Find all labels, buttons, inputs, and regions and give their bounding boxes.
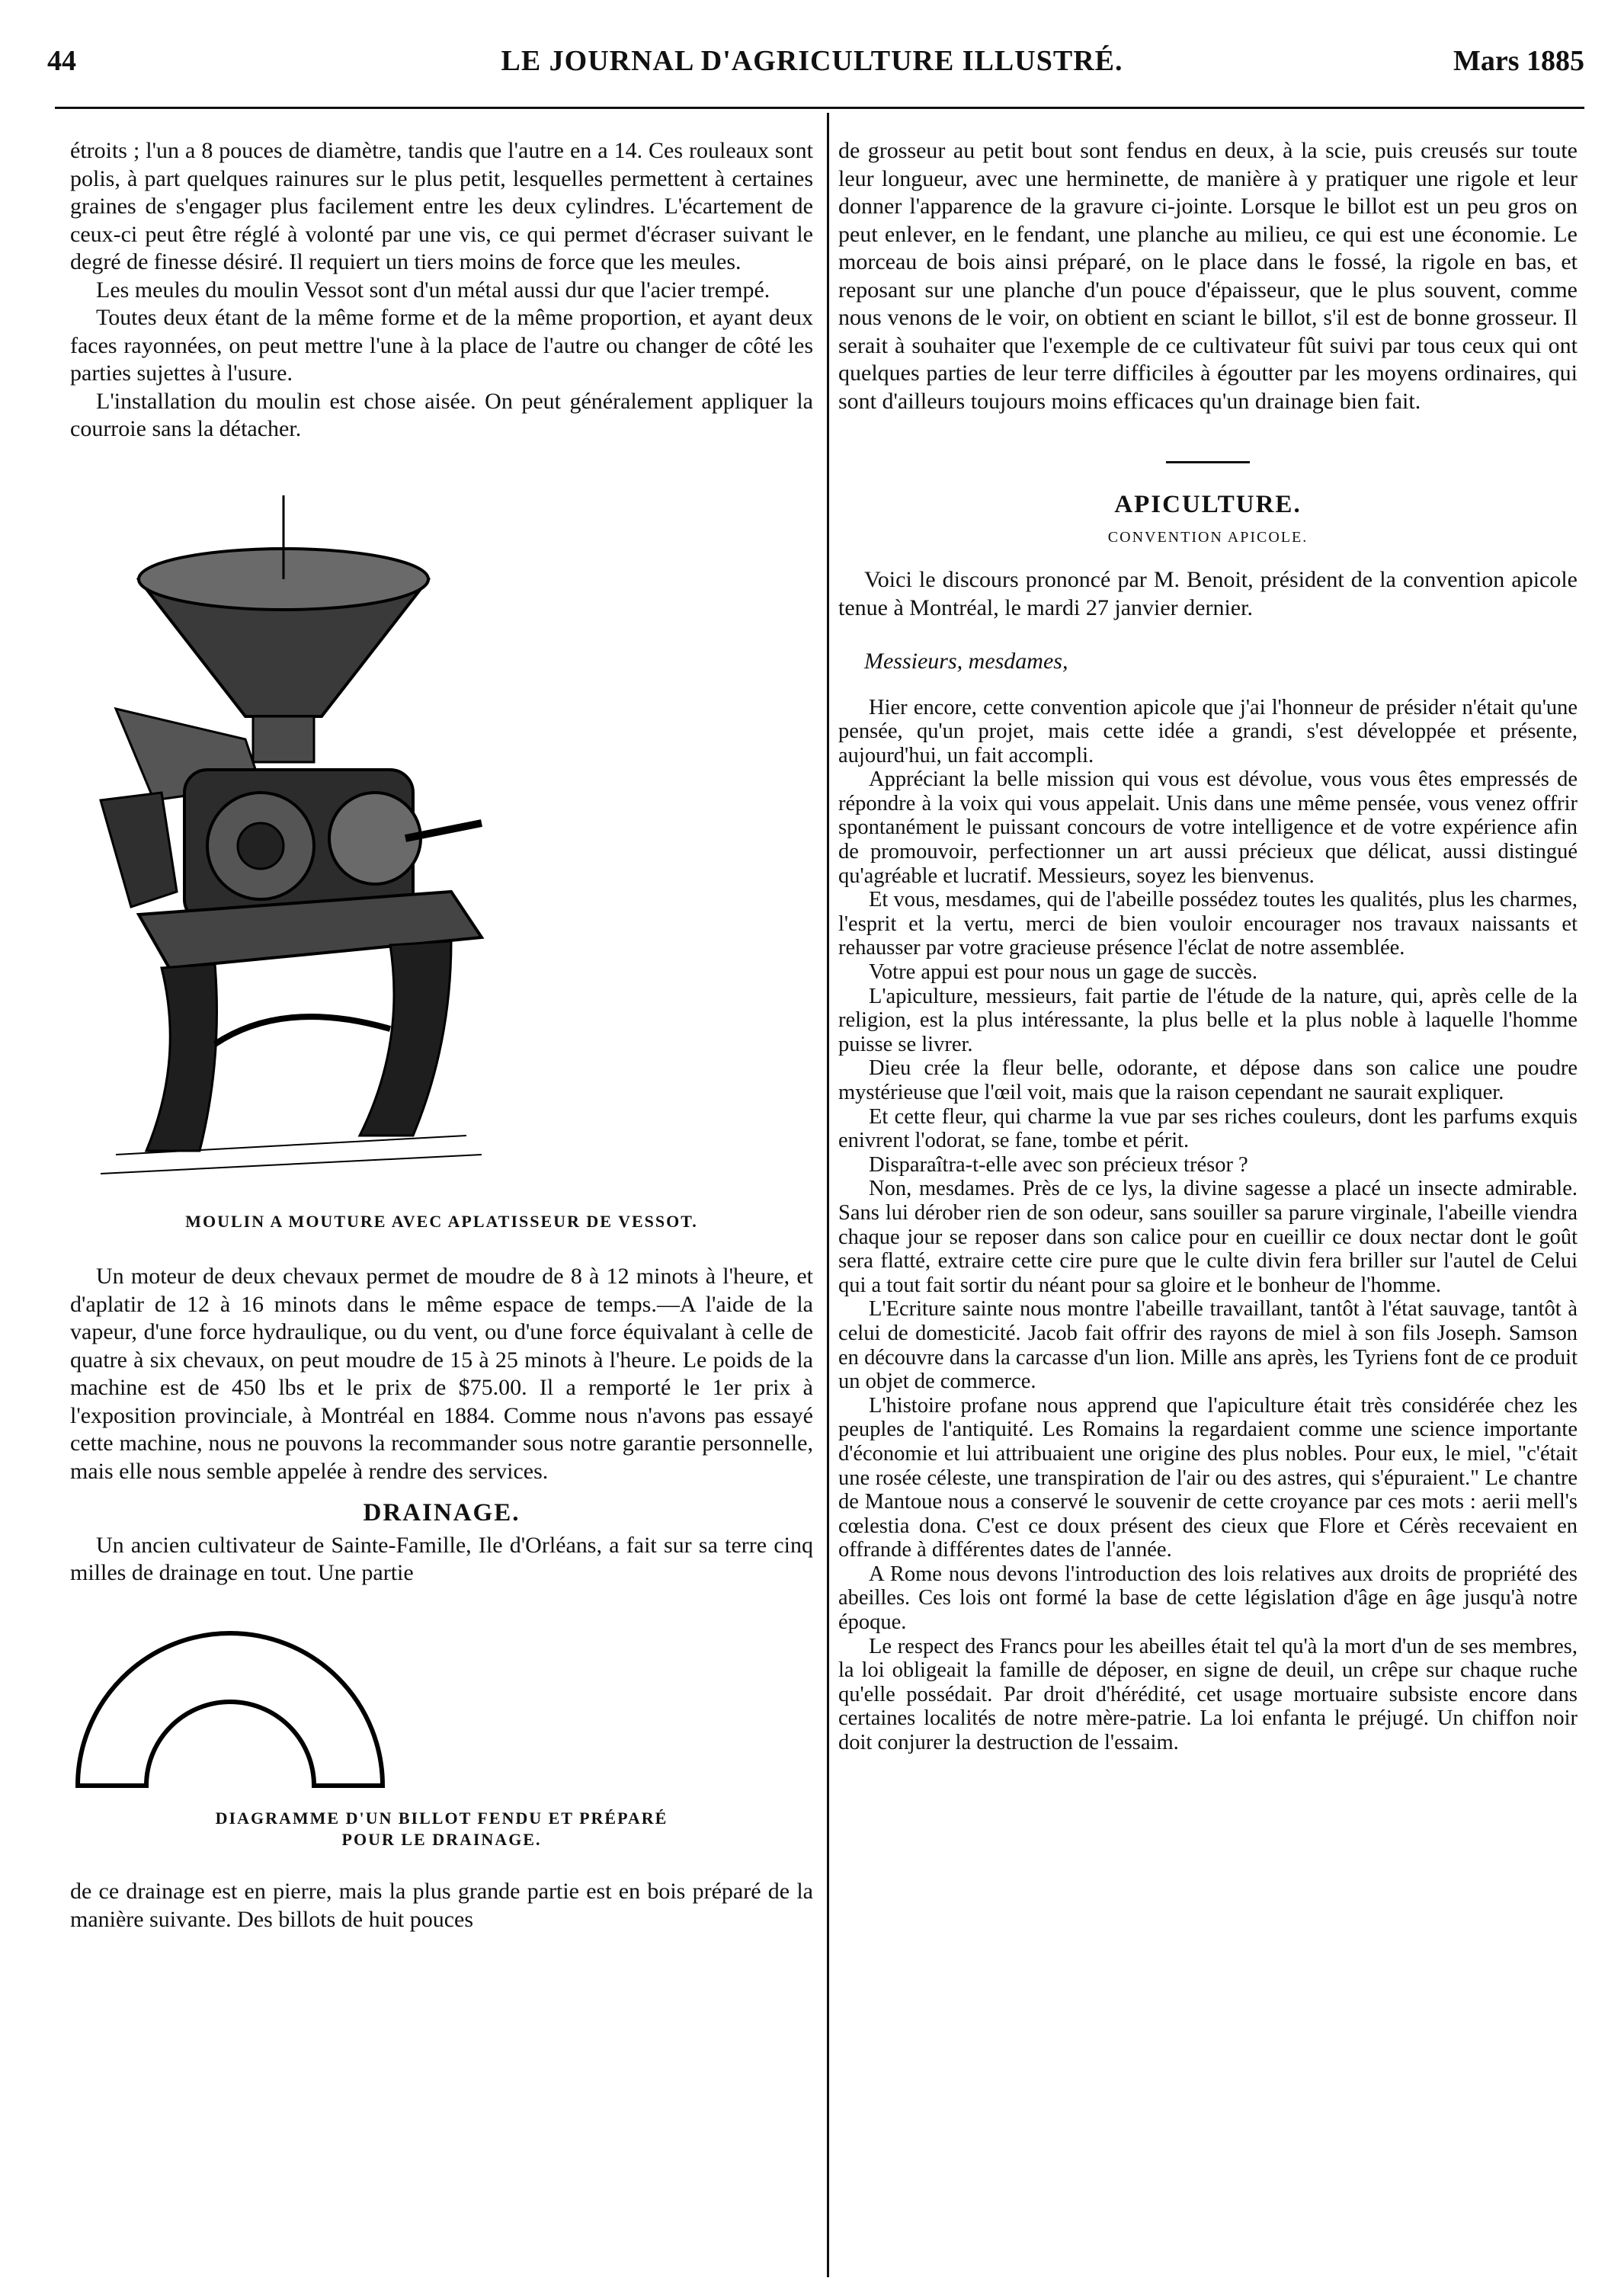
paragraph: Et cette fleur, qui charme la vue par ses riches couleurs, dont les parfums exquis enivrent l'odorat, se fane, tombe et périt.	[838, 1104, 1578, 1153]
paragraph: Appréciant la belle mission qui vous est dévolue, vous vous êtes empressés de répondre à la voix qui vous appelait. Unis dans une même pensée, vous venez offrir spontanément le puissant concours de votre intelligence et de votre expérience afin de promouvoir, perfectionner un art aussi précieux que délicat, aussi distingué qu'agréable et lucratif. Messieurs, soyez les bienvenus.	[838, 767, 1578, 888]
journal-title: LE JOURNAL D'AGRICULTURE ILLUSTRÉ.	[501, 45, 1123, 77]
paragraph: étroits ; l'un a 8 pouces de diamètre, tandis que l'autre en a 14. Ces rouleaux sont polis, à part quelques rainures sur le plus petit, lesquelles permettent à certaines graines de s'engager plus facilement entre les deux cylindres. L'écartement de ceux-ci peut être réglé à volonté par une vis, ce qui permet d'écraser suivant le degré de finesse désiré. Il requiert un tiers moins de force que les meules.	[70, 138, 813, 274]
figure-caption	[70, 1808, 813, 1850]
paragraph: Le respect des Francs pour les abeilles était tel qu'à la mort d'un de ses membres, la loi obligeait la famille de déposer, en signe de deuil, un crêpe sur chaque ruche qu'elle possédait. Par droit d'hérédité, cet usage mortuaire subsiste encore dans certaines localités de notre mère-patrie. La loi enfanta le préjugé. Un chiffon noir doit conjurer la destruction de l'essaim.	[838, 1634, 1578, 1755]
paragraph: L'Ecriture sainte nous montre l'abeille travaillant, tantôt à l'état sauvage, tantôt à celui de domesticité. Jacob fait offrir des rayons de miel à son fils Joseph. Samson en découvre dans la carcasse d'un lion. Mille ans après, les Tyriens font de ce produit un objet de commerce.	[838, 1297, 1578, 1394]
paragraph: Et vous, mesdames, qui de l'abeille possédez toutes les qualités, plus les charmes, l'esprit et la vertu, merci de bien vouloir encourager nos travaux naissants et rehausser par votre gracieuse présence l'éclat de notre assemblée.	[838, 888, 1578, 960]
paragraph: Un ancien cultivateur de Sainte-Famille, Ile d'Orléans, a fait sur sa terre cinq milles de drainage en tout. Une partie	[70, 1532, 813, 1585]
caption-line: POUR LE DRAINAGE.	[341, 1830, 542, 1849]
paragraph: A Rome nous devons l'introduction des lois relatives aux droits de propriété des abeilles. Ces lois ont formé la base de cette législation d'âge en âge jusqu'à notre époque.	[838, 1562, 1578, 1635]
paragraph: Hier encore, cette convention apicole que j'ai l'honneur de présider n'était qu'une pensée, qu'un projet, mais cette idée a grandi, s'est développée et présente, aujourd'hui, un fait accompli.	[838, 695, 1578, 767]
paragraph: de ce drainage est en pierre, mais la plus grande partie est en bois préparé de la manière suivante. Des billots de huit pouces	[70, 1879, 813, 1932]
salutation: Messieurs, mesdames,	[864, 649, 1068, 674]
running-header	[40, 44, 1584, 87]
figure-caption: MOULIN A MOUTURE AVEC APLATISSEUR DE VESSOT.	[185, 1212, 698, 1231]
paragraph: Non, mesdames. Près de ce lys, la divine sagesse a placé un insecte admirable. Sans lui dérober rien de son odeur, sans souiller sa parure virginale, l'abeille viendra chaque jour se reposer dans son calice pour en cueillir ce doux nectar dont le goût sera flatté, extraire cette cire pure que le culte divin fera briller sur l'autel de Celui qui a tout fait sortir du néant pour sa gloire et le bonheur de l'homme.	[838, 1177, 1578, 1297]
mill-engraving	[70, 465, 497, 1197]
paragraph: L'installation du moulin est chose aisée. On peut généralement appliquer la courroie sans la détacher.	[70, 388, 813, 441]
section-separator	[1166, 461, 1250, 463]
paragraph: Dieu crée la fleur belle, odorante, et dépose dans son calice une poudre mystérieuse que l'œil voit, mais que la raison cependant ne saurait expliquer.	[838, 1056, 1578, 1104]
paragraph: Voici le discours prononcé par M. Benoit, président de la convention apicole tenue à Montréal, le mardi 27 janvier dernier.	[838, 567, 1578, 620]
right-column	[838, 137, 1578, 1755]
paragraph: Votre appui est pour nous un gage de succès.	[869, 960, 1257, 985]
split-log-diagram	[70, 1618, 390, 1793]
paragraph: Toutes deux étant de la même forme et de la même proportion, et ayant deux faces rayonnées, on peut mettre l'une à la place de l'autre ou changer de côté les parties sujettes à l'usure.	[70, 305, 813, 386]
speech-text	[838, 696, 1578, 1755]
paragraph: Disparaîtra-t-elle avec son précieux trésor ?	[869, 1152, 1248, 1177]
section-subtitle: CONVENTION APICOLE.	[1107, 528, 1308, 546]
column-divider	[827, 113, 829, 2277]
left-column	[70, 137, 813, 1934]
issue-date: Mars 1885	[1453, 45, 1584, 77]
section-title-apiculture: APICULTURE.	[1114, 491, 1302, 518]
page-number: 44	[47, 45, 76, 77]
caption-line: DIAGRAMME D'UN BILLOT FENDU ET PRÉPARÉ	[215, 1809, 668, 1828]
section-title-drainage: DRAINAGE.	[363, 1499, 521, 1527]
header-rule	[55, 107, 1584, 109]
paragraph: L'apiculture, messieurs, fait partie de l'étude de la nature, qui, après celle de la religion, est la plus intéressante, la plus belle et la plus noble à laquelle l'homme puisse se livrer.	[838, 984, 1578, 1056]
paragraph: de grosseur au petit bout sont fendus en deux, à la scie, puis creusés sur toute leur longueur, avec une herminette, de manière à y pratiquer une rigole et leur donner l'apparence de la gravure ci-jointe. Lorsque le billot est un peu gros on peut enlever, en le fendant, une planche au milieu, ce qui est une économie. Le morceau de bois ainsi préparé, on le place dans le fossé, la rigole en bas, et reposant sur une planche d'un pouce d'épaisseur, que le plus souvent, comme nous venons de le voir, on obtient en sciant le billot, s'il est de bonne grosseur. Il serait à souhaiter que l'exemple de ce cultivateur fût suivi par tous ceux qui ont quelques parties de leur terre difficiles à égoutter par les moyens ordinaires, qui sont d'ailleurs toujours moins efficaces qu'un drainage bien fait.	[838, 138, 1578, 414]
paragraph: Un moteur de deux chevaux permet de moudre de 8 à 12 minots à l'heure, et d'aplatir de 12 à 16 minots dans le même espace de temps.—A l'aide de la vapeur, d'une force hydraulique, ou du vent, ou d'une force équivalant à celle de quatre à six chevaux, on peut moudre de 15 à 25 minots à l'heure. Le poids de la machine est de 450 lbs et le prix de $75.00. Il a remporté le 1er prix à l'exposition provinciale, à Montréal en 1884. Comme nous n'avons pas essayé cette machine, nous ne pouvons la recommander sous notre garantie personnelle, mais elle nous semble appelée à rendre des services.	[70, 1264, 813, 1484]
paragraph: Les meules du moulin Vessot sont d'un métal aussi dur que l'acier trempé.	[96, 277, 770, 303]
paragraph: L'histoire profane nous apprend que l'apiculture était très considérée chez les peuples de l'antiquité. Les Romains la regardaient comme une science importante d'économie et lui attribuaient une origine des plus nobles. Pour eux, le miel, "c'était une rosée céleste, une transpiration de l'air ou des astres, qui s'épuraient." Le chantre de Mantoue nous a conservé le souvenir de cette croyance par ces mots : aerii mell's cœlestia dona. C'est ce doux présent des cieux que Flore et Cérès recevaient en offrande à différentes dates de l'année.	[838, 1393, 1578, 1562]
